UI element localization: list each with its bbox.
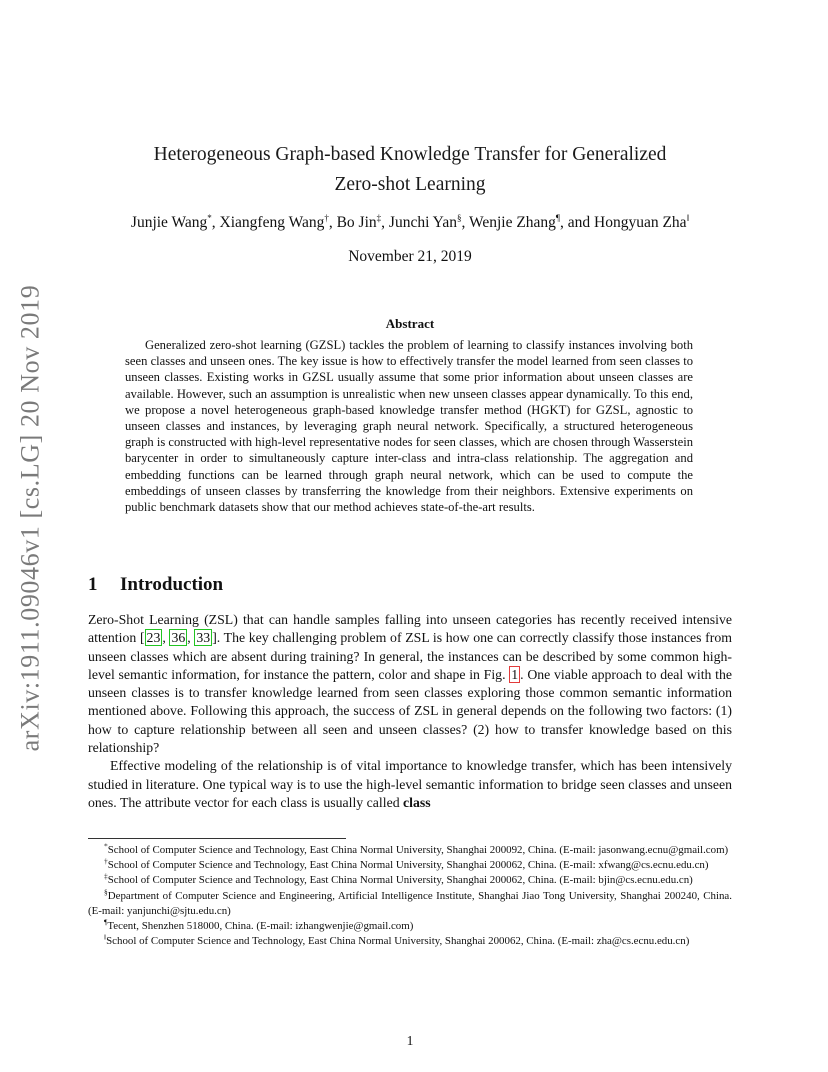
footnote [88,919,732,934]
figure-reference-link[interactable]: 1 [511,666,519,682]
footnote-divider [88,838,346,839]
paper-title-line-2: Zero-shot Learning [334,174,486,195]
intro-text: Effective modeling of the relationship is of vital importance to knowledge transfer, which has been intensively studied in literature. One typical way is to use the high-level semantic information to bridge seen classes and unseen ones. The attribute vector for each class is usually called [88,758,732,810]
author-list: Junjie Wang*, Xiangfeng Wang†, Bo Jin‡, Junchi Yan§, Wenjie Zhang¶, and Hongyuan Zha‖ [130,212,690,231]
citation-link[interactable]: 36 [171,630,186,646]
author-mark[interactable]: ‖ [686,212,690,223]
footnote-text: Department of Computer Science and Engineering, Artificial Intelligence Institute, Shanghai Jiao Tong University, Shanghai 200240, China. (E-mail: yanjunchi@sjtu.edu.cn) [88,889,732,917]
footnote [88,886,732,919]
footnote-mark: * [104,841,108,851]
abstract-text: Generalized zero-shot learning (GZSL) tackles the problem of learning to classify instances involving both seen classes and unseen ones. The key issue is how to effectively transfer the model learned from seen classes to unseen classes. Existing works in GZSL usually assume that some prior information about unseen classes are available. However, such an assumption is unrealistic when new unseen classes appear dynamically. To this end, we propose a novel heterogeneous graph-based knowledge transfer method (HGKT) for GZSL, agnostic to unseen classes and instances, by leveraging graph neural network. Specifically, a structured heterogeneous graph is constructed with high-level representative nodes for seen classes, which are chosen through Wasserstein barycenter in order to simultaneously capture inter-class and intra-class relationship. The aggregation and embedding functions can be learned through graph neural network, which can be used to compute the embeddings of unseen classes by transferring the knowledge from their neighbors. Extensive experiments on public benchmark datasets show that our method achieves state-of-the-art results. [125,338,693,515]
footnote-mark: ¶ [104,917,108,927]
section-number: 1 [88,574,98,595]
bold-term: class [403,794,431,810]
citation-separator: , [187,630,195,646]
section-heading-introduction [88,574,223,596]
author-name: Bo Jin [336,214,377,231]
author-name: Xiangfeng Wang [219,214,325,231]
intro-text: ]. The key challenging problem of ZSL is how one can correctly classify those instances from unseen classes which are absent during training? In general, the instances can be described by some common high-level semantic information, for instance the pattern, color and shape in Fig. [88,630,732,682]
author-mark[interactable]: ¶ [555,212,560,223]
footnote-mark: ‡ [104,871,108,881]
page-number: 1 [406,1033,414,1048]
citation-separator: , [162,630,170,646]
footnote-text: School of Computer Science and Technology, East China Normal University, Shanghai 200062, China. (E-mail: xfwang@cs.ecnu.edu.cn) [107,859,709,872]
publication-date: November 21, 2019 [348,248,472,265]
author-mark[interactable]: ‡ [376,212,382,223]
author-mark[interactable]: † [324,212,329,223]
intro-text: . One viable approach to deal with the unseen classes is to transfer knowledge learned from seen classes exploring those common semantic information mentioned above. Following this approach, the success of ZSL in general depends on the following two factors: (1) how to capture relationship between all seen and unseen classes? (2) how to transfer knowledge based on this relationship? [88,666,732,756]
author-name: and Hongyuan Zha [567,214,687,231]
author-mark[interactable]: * [207,212,212,223]
intro-paragraph-2 [88,757,732,812]
citation-link[interactable]: 33 [196,630,211,646]
footnote-mark: † [104,856,108,866]
arxiv-identifier-text: arXiv:1911.09046v1 [cs.LG] 20 Nov 2019 [15,284,45,752]
footnotes [88,843,732,949]
section-title: Introduction [120,574,224,595]
footnote [88,873,732,888]
footnote-mark: ‖ [104,932,107,942]
intro-paragraph-1 [88,611,732,757]
footnote-text: School of Computer Science and Technology, East China Normal University, Shanghai 200062, China. (E-mail: bjin@cs.ecnu.edu.cn) [107,874,693,887]
footnote [88,858,732,873]
paper-title [88,140,732,200]
introduction-body [88,611,732,812]
citation-link[interactable]: 23 [146,630,161,646]
abstract-heading: Abstract [385,316,435,331]
footnote-text: School of Computer Science and Technology, East China Normal University, Shanghai 200092, China. (E-mail: jasonwang.ecnu@gmail.com) [107,844,729,856]
intro-text: Zero-Shot Learning (ZSL) that can handle samples falling into unseen categories has recently received intensive attention [ [88,612,732,646]
arxiv-identifier-stamp [13,283,47,753]
footnote-text: School of Computer Science and Technology, East China Normal University, Shanghai 200062, China. (E-mail: zha@cs.ecnu.edu.cn) [106,935,690,948]
footnote [88,843,732,858]
author-name: Wenjie Zhang [468,214,556,231]
footnote-text: Tecent, Shenzhen 518000, China. (E-mail: izhangwenjie@gmail.com) [107,920,414,933]
author-name: Junjie Wang [130,214,208,231]
footnote [88,934,732,949]
paper-title-line-1: Heterogeneous Graph-based Knowledge Transfer for Generalized [153,144,667,165]
footnote-mark: § [104,886,108,896]
author-mark[interactable]: § [456,212,462,223]
author-name: Junchi Yan [388,214,457,231]
